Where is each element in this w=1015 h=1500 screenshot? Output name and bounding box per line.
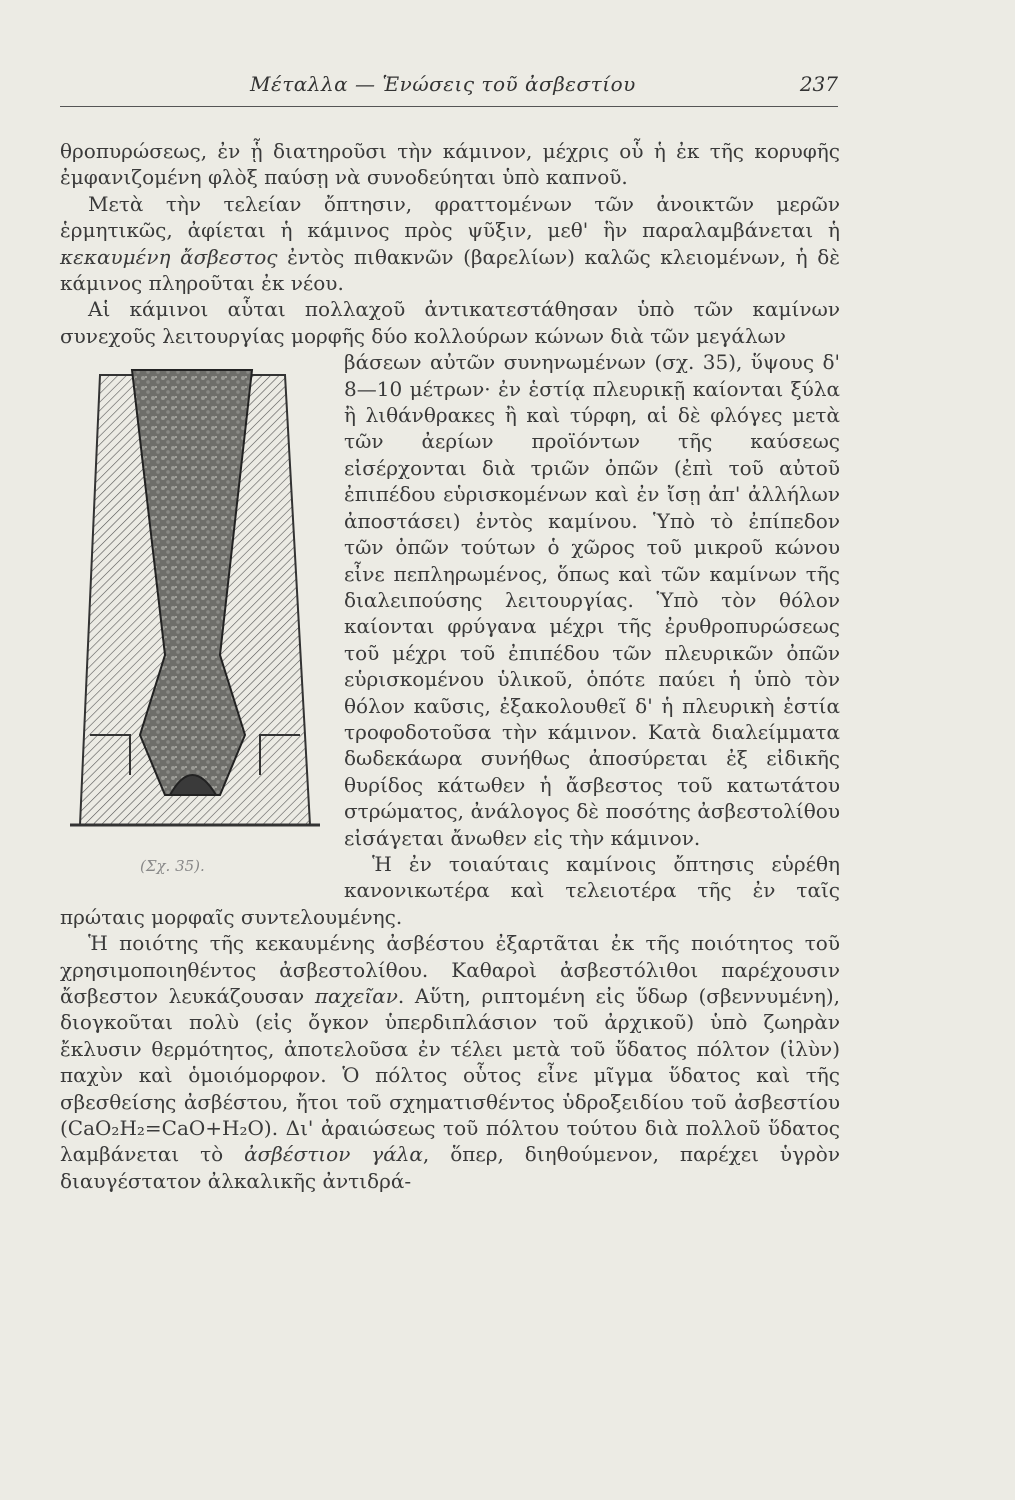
paragraph-2 (60, 191, 840, 297)
body-text (60, 138, 840, 1194)
paragraph-5 (60, 930, 840, 1194)
paragraph-3-text-a: Αἱ κάμινοι αὗται πολλαχοῦ ἀντικατεστάθησαν ὑπὸ τῶν καμίνων συνεχοῦς λειτουργίας μορφῆς δύο κολλούρων κώνων διὰ τῶν μεγάλων (60, 297, 840, 348)
page-number: 237 (799, 72, 838, 96)
figure-caption: (Σχ. 35). (140, 857, 205, 876)
kiln-illustration (70, 355, 320, 855)
paragraph-2-text-a: Μετὰ τὴν τελείαν ὄπτησιν, φραττομένων τῶν ἀνοικτῶν μερῶν ἑρμητικῶς, ἀφίεται ἡ κάμινος πρὸς ψῦξιν, μεθ' ἣν παραλαμβάνεται ἡ (60, 191, 840, 243)
paragraph-5-text-e: , ὅπερ, διηθούμενον, παρέχει ὑγρὸν διαυγέστατον ἀλκαλικῆς ἀντιδρά- (60, 1142, 840, 1193)
page-header (60, 72, 838, 102)
paragraph-5-text-c: . Αὕτη, ριπτομένη εἰς ὕδωρ (σβεννυμένη), διογκοῦται πολὺ (εἰς ὄγκον ὑπερδιπλάσιον τοῦ ἀρχικοῦ) ὑπὸ ζωηρὰν ἔκλυσιν θερμότητος, ἀποτελοῦσα ἐν τέλει μετὰ τοῦ ὕδατος πόλτον (ἰλὺν) παχὺν καὶ ὁμοιόμορφον. Ὁ πόλτος οὗτος εἶνε μῖγμα ὕδατος καὶ τῆς σβεσθείσης ἀσβέστου, ἤτοι τοῦ σχηματισθέντος ὑδροξειδίου τοῦ ἀσβεστίου (CaO₂H₂=CaO+H₂O). Δι' ἀραιώσεως τοῦ πόλτου τούτου διὰ πολλοῦ ὕδατος λαμβάνεται τὸ (60, 984, 840, 1167)
paragraph-5-text-a: Ἡ ποιότης τῆς κεκαυμένης ἀσβέστου ἐξαρτᾶται ἐκ τῆς ποιότητος τοῦ χρησιμοποιηθέντος ἀσβεστολίθου. Καθαροὶ ἀσβεστόλιθοι παρέχουσιν ἄσβεστον λευκάζουσαν (60, 931, 840, 1008)
paragraph-1-text: θροπυρώσεως, ἐν ᾗ διατηροῦσι τὴν κάμινον, μέχρις οὗ ἡ ἐκ τῆς κορυφῆς ἐμφανιζομένη φλὸξ παύσῃ νὰ συνοδεύηται ὑπὸ καπνοῦ. (60, 139, 840, 190)
header-rule (60, 106, 838, 107)
paragraph-3-text-b: βάσεων αὐτῶν συνηνωμένων (σχ. 35), ὕψους δ' 8—10 μέτρων· ἐν ἑστίᾳ πλευρικῇ καίονται ξύλα ἢ λιθάνθρακες ἢ καὶ τύρφη, αἱ δὲ φλόγες μετὰ τῶν ἀερίων προϊόντων τῆς καύσεως εἰσέρχονται διὰ τριῶν ὀπῶν (ἐπὶ τοῦ αὐτοῦ ἐπιπέδου εὑρισκομένων καὶ ἐν ἴσῃ ἀπ' ἀλλήλων ἀποστάσει) ἐντὸς καμίνου. Ὑπὸ τὸ ἐπίπεδον τῶν ὀπῶν τούτων ὁ χῶρος τοῦ μικροῦ κώνου εἶνε πεπληρωμένος, ὅπως καὶ τῶν καμίνων τῆς διαλειπούσης λειτουργίας. Ὑπὸ τὸν θόλον καίονται φρύγανα μέχρι τῆς ἐρυθροπυρώσεως τοῦ μέχρι τοῦ ἐπιπέδου τῶν πλευρικῶν ὀπῶν εὑρισκομένου ὑλικοῦ, ὁπότε παύει ἡ ὑπὸ τὸν θόλον καῦσις, ἐξακολουθεῖ δ' ἡ πλευρικὴ ἑστία τροφοδοτοῦσα τὴν κάμινον. Κατὰ διαλείμματα δωδεκάωρα συνήθως ἀποσύρεται ἐξ εἰδικῆς θυρίδος κάτωθεν ἡ ἄσβεστος τοῦ κατωτάτου στρώματος, ἀνάλογος δὲ ποσότης ἀσβεστολίθου εἰσάγεται ἄνωθεν εἰς τὴν κάμινον. (344, 350, 840, 850)
running-title: Μέταλλα — Ἑνώσεις τοῦ ἀσβεστίου (250, 72, 636, 96)
paragraph-4-text: Ἡ ἐν τοιαύταις καμίνοις ὄπτησις εὑρέθη κανονικωτέρα καὶ τελειοτέρα τῆς ἐν ταῖς πρώταις μορφαῖς συντελουμένης. (60, 851, 840, 929)
paragraph-5-italic-1: παχεῖαν (314, 984, 398, 1008)
paragraph-2-text-c: ἐντὸς πιθακνῶν (βαρελίων) καλῶς κλειομένων, ἡ δὲ κάμινος πληροῦται ἐκ νέου. (60, 244, 840, 296)
paragraph-3 (60, 296, 840, 349)
paragraph-5-italic-2: ἀσβέστιον γάλα (244, 1142, 423, 1167)
kiln-figure (60, 349, 330, 894)
paragraph-2-italic: κεκαυμένη ἄσβεστος (60, 244, 278, 269)
paragraph-1 (60, 138, 840, 191)
